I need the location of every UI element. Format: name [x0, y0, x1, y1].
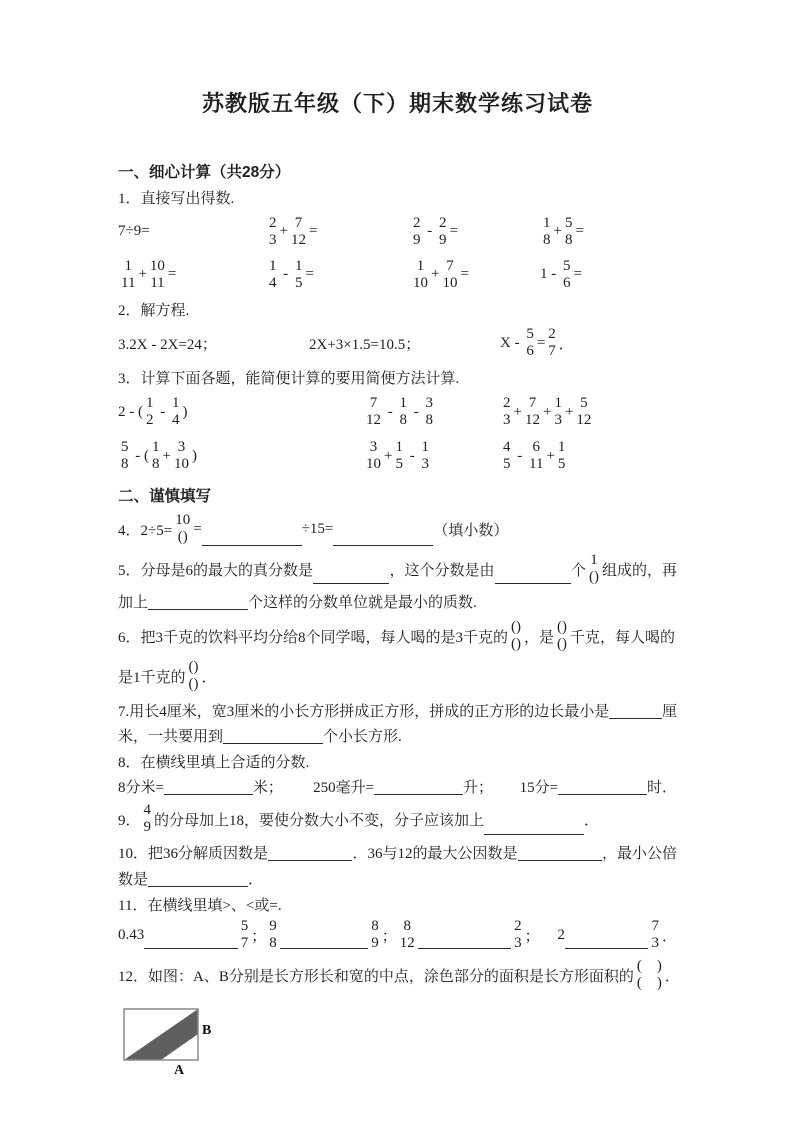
answer-blank — [164, 793, 253, 795]
fraction-numerator: 10 — [149, 257, 165, 274]
calc-expression — [363, 390, 500, 434]
text-run: 9． — [118, 812, 141, 829]
text-run: = — [575, 223, 584, 239]
text-run: 2X+3×1.5=10.5； — [309, 336, 421, 353]
q10-line1 — [118, 839, 677, 865]
fraction-numerator: 5 — [564, 214, 573, 231]
fraction-denominator: 9 — [439, 231, 447, 248]
q5-line1 — [118, 550, 677, 588]
fraction — [241, 918, 249, 952]
text-run: （填小数） — [433, 522, 509, 539]
text-run: ； — [381, 928, 397, 945]
fraction — [563, 258, 571, 292]
fraction-denominator: 11 — [529, 456, 544, 472]
fraction — [554, 395, 562, 429]
fraction-denominator: 4 — [172, 412, 180, 428]
fraction-numerator: 3 — [425, 395, 433, 412]
text-run: 5．分母是6的最大的真分数是 — [118, 562, 314, 579]
fraction-numerator: 1 — [554, 395, 562, 412]
fraction-numerator: 7 — [446, 257, 454, 274]
answer-blank — [558, 793, 647, 795]
text-run: ) — [182, 403, 188, 420]
equation — [500, 322, 677, 364]
fraction-numerator: 1 — [152, 439, 160, 456]
fraction-numerator: 1 — [416, 257, 425, 274]
text-run: 厘 — [661, 704, 677, 720]
fraction — [189, 659, 199, 693]
calc-expression — [410, 253, 540, 296]
fraction — [175, 512, 190, 546]
fraction-numerator: 1 — [590, 552, 598, 569]
q1-calc-grid-row1 — [118, 210, 677, 253]
calc-expression — [266, 210, 410, 253]
text-run: = — [308, 223, 318, 239]
fraction-denominator: 3 — [514, 935, 522, 951]
fraction — [557, 619, 567, 653]
text-run: 加上 — [118, 594, 149, 611]
fraction-denominator: 7 — [240, 935, 249, 951]
fraction-denominator: 3 — [651, 935, 659, 951]
answer-blank — [148, 608, 248, 610]
fraction-denominator: 10 — [442, 274, 458, 291]
text-run: 3.2X - 2X=24； — [118, 336, 217, 353]
text-run: 2 - ( — [118, 403, 143, 420]
fraction-denominator: 10 — [173, 456, 189, 472]
fraction-denominator: 5 — [295, 274, 303, 291]
text-run: ．36与12的最大公因数是 — [352, 845, 518, 862]
fraction-numerator: 1 — [146, 395, 154, 412]
q3-calc-grid-row1 — [118, 390, 677, 434]
fraction-denominator: () — [588, 569, 599, 585]
text-run: = — [536, 334, 546, 351]
text-run: - — [410, 403, 423, 420]
fraction — [174, 439, 189, 473]
fraction — [371, 918, 379, 952]
text-run: ，最小公倍 — [601, 845, 677, 862]
q1-calc-grid-row2 — [118, 253, 677, 296]
q4-line — [118, 508, 677, 550]
text-run: 6．把3千克的饮料平均分给8个同学喝，每人喝的是3千克的 — [118, 629, 509, 646]
answer-blank — [609, 717, 662, 719]
fraction-numerator: 1 — [172, 395, 180, 412]
text-run: 的分母加上18，要使分数大小不变，分子应该加上 — [154, 812, 485, 829]
fraction — [543, 215, 551, 249]
fraction-numerator: 7 — [651, 918, 659, 935]
fraction-denominator: 8 — [121, 456, 129, 472]
fraction-numerator: 2 — [548, 326, 556, 343]
fraction-denominator: 6 — [526, 343, 534, 359]
fraction-denominator: 12 — [290, 231, 306, 248]
fraction — [413, 215, 421, 249]
q12-figure — [122, 1007, 242, 1087]
fraction — [576, 395, 591, 429]
text-run: X - — [500, 334, 524, 351]
fraction-numerator: 5 — [240, 918, 249, 935]
text-run: 米，一共要用到 — [118, 729, 224, 745]
fraction-numerator: 7 — [294, 214, 303, 231]
fraction — [525, 395, 540, 429]
text-run: ； — [524, 928, 540, 945]
q12-line — [118, 955, 680, 995]
calc-expression — [118, 434, 363, 478]
fraction-numerator: 2 — [514, 918, 522, 935]
fraction-numerator: 5 — [526, 326, 534, 343]
q3-label: 3．计算下面各题，能简便计算的要用简便方法计算. — [118, 371, 460, 387]
answer-blank — [333, 544, 433, 546]
fraction-denominator: 6 — [563, 274, 571, 291]
fraction — [366, 439, 381, 473]
fraction — [146, 395, 154, 429]
q2-equation-row — [118, 322, 677, 364]
fraction-numerator: 1 — [124, 257, 132, 274]
q7-line2 — [118, 723, 677, 748]
text-run: + — [546, 447, 555, 464]
fraction-numerator: 5 — [121, 439, 129, 456]
q5-line2 — [118, 588, 677, 614]
q3-calc-grid-row2 — [118, 434, 677, 478]
calc-expression — [540, 253, 677, 296]
fraction-numerator: () — [511, 619, 522, 636]
fraction-numerator: 1 — [295, 257, 303, 274]
text-run: + — [553, 223, 562, 239]
fraction-numerator: 4 — [503, 439, 511, 456]
text-run: + — [542, 403, 552, 420]
fraction-denominator: () — [177, 529, 188, 545]
q11-values — [118, 917, 677, 953]
text-run: + — [513, 403, 522, 420]
text-run: 个 — [570, 562, 586, 579]
fraction-numerator: () — [557, 619, 568, 636]
text-run: - ( — [131, 447, 149, 464]
text-run: - — [423, 223, 436, 239]
fraction — [395, 439, 403, 473]
fraction-denominator: 8 — [269, 935, 277, 951]
q7-line1 — [118, 698, 677, 723]
text-run: 250毫升= — [313, 780, 375, 796]
fraction-numerator: 4 — [143, 802, 152, 819]
q2-label: 2．解方程. — [118, 303, 190, 319]
text-run: = — [305, 266, 314, 282]
text-run: ． — [558, 336, 574, 353]
fraction-denominator: 3 — [421, 456, 429, 472]
text-run: 0.43 — [118, 926, 145, 943]
fraction-denominator: 7 — [548, 343, 556, 359]
text-run: 15分= — [519, 780, 559, 796]
fraction-denominator: 9 — [413, 231, 421, 248]
calc-expression — [500, 434, 677, 478]
calc-expression — [118, 390, 363, 434]
fraction-denominator: 12 — [576, 412, 592, 428]
fraction — [421, 439, 429, 473]
fraction — [413, 258, 428, 292]
answer-blank — [144, 947, 237, 949]
fraction — [514, 918, 522, 952]
fraction-denominator: 3 — [269, 231, 277, 248]
text-run: 升； — [462, 780, 493, 796]
text-run: ． — [584, 812, 600, 829]
fraction — [150, 258, 165, 292]
text-run: ，这个分数是由 — [389, 562, 495, 579]
fraction — [548, 326, 556, 360]
text-run: ． — [664, 968, 680, 985]
text-run: ÷15= — [301, 520, 334, 537]
fraction — [269, 918, 277, 952]
page-title: 苏教版五年级（下）期末数学练习试卷 — [201, 91, 593, 116]
answer-blank — [313, 582, 389, 584]
fraction — [442, 258, 457, 292]
text-run: - — [384, 403, 397, 420]
q6-line1 — [118, 616, 677, 656]
fraction-denominator: 5 — [395, 456, 403, 472]
fraction-denominator: 3 — [554, 412, 562, 428]
text-run: ． — [201, 669, 217, 686]
fraction-denominator: 8 — [152, 456, 160, 472]
equation — [118, 322, 309, 364]
fraction-numerator: 9 — [269, 918, 277, 935]
fraction — [121, 439, 129, 473]
fraction-numerator: 1 — [395, 439, 403, 456]
fraction-denominator: 8 — [399, 412, 407, 428]
fraction — [291, 215, 306, 249]
calc-expression — [410, 210, 540, 253]
fraction-denominator: 8 — [425, 412, 433, 428]
fraction — [503, 439, 511, 473]
text-run: + — [564, 403, 574, 420]
fraction-denominator: 10 — [413, 274, 428, 291]
text-run: + — [279, 223, 288, 239]
fraction — [565, 215, 573, 249]
fraction-numerator: () — [188, 659, 199, 676]
answer-blank — [495, 582, 571, 584]
fraction — [400, 395, 408, 429]
text-run: 8分米= — [118, 780, 164, 796]
text-run: 12．如图：A、B分别是长方形长和宽的中点，涂色部分的面积是长方形面积的 — [118, 968, 634, 985]
calc-expression — [266, 253, 410, 296]
fraction — [426, 395, 434, 429]
fraction-denominator: 2 — [146, 412, 154, 428]
answer-blank — [418, 947, 511, 949]
fraction-denominator: () — [557, 636, 568, 652]
fraction-numerator: 2 — [269, 214, 277, 231]
fraction-numerator: 5 — [580, 395, 588, 412]
fraction — [526, 326, 534, 360]
figure-label-a: A — [174, 1063, 185, 1078]
text-run: = — [193, 520, 202, 537]
fraction-denominator: 9 — [143, 819, 152, 835]
text-run: - — [156, 403, 169, 420]
calc-expression — [118, 253, 266, 296]
text-run: 7÷9= — [118, 223, 150, 239]
answer-blank — [148, 885, 248, 887]
fraction — [121, 258, 135, 292]
fraction — [439, 215, 447, 249]
text-run: - — [513, 447, 526, 464]
fraction-numerator: 7 — [369, 395, 378, 412]
fraction-numerator: 3 — [177, 439, 186, 456]
text-run: ． — [661, 928, 677, 945]
text-run: + — [431, 266, 440, 282]
fraction — [366, 395, 381, 429]
text-run: ； — [251, 928, 267, 945]
answer-blank — [268, 859, 352, 861]
fraction-denominator: 12 — [366, 412, 381, 428]
fraction-numerator: 1 — [543, 214, 551, 231]
fraction-numerator: 7 — [528, 395, 537, 412]
fraction — [269, 258, 277, 292]
fraction-numerator: 1 — [557, 439, 566, 456]
fraction-numerator: 2 — [503, 395, 511, 412]
fraction — [589, 552, 599, 586]
text-run: 2 — [557, 926, 565, 943]
section-2-heading: 二、谨慎填写 — [118, 488, 212, 505]
answer-blank — [484, 833, 584, 835]
text-run: 组成的，再 — [601, 562, 677, 579]
fraction — [503, 395, 511, 429]
fraction-numerator: 10 — [175, 512, 191, 529]
text-run: 7.用长4厘米，宽3厘米的小长方形拼成正方形，拼成的正方形的边长最小是 — [118, 704, 610, 720]
text-run: 个这样的分数单位就是最小的质数. — [248, 594, 477, 611]
answer-blank — [518, 859, 602, 861]
text-run: 个小长方形. — [323, 729, 402, 745]
fraction-numerator: 8 — [403, 918, 411, 935]
text-run: 千克，每人喝的 — [570, 629, 676, 646]
fraction — [269, 215, 277, 249]
fraction-denominator: 12 — [399, 935, 415, 951]
text-run: 是1千克的 — [118, 669, 186, 686]
q8-label: 8．在横线里填上合适的分数. — [118, 755, 310, 771]
fraction-denominator: 9 — [371, 935, 379, 951]
fraction-denominator: 8 — [564, 231, 573, 248]
text-run: = — [167, 266, 177, 282]
fraction — [144, 802, 152, 836]
q9-line — [118, 799, 677, 839]
text-run: 1 - — [540, 266, 560, 282]
text-run: ． — [248, 871, 264, 888]
answer-blank — [223, 742, 323, 744]
figure-label-b: B — [202, 1023, 212, 1038]
calc-expression — [363, 434, 500, 478]
answer-blank — [565, 947, 649, 949]
text-run: 10．把36分解质因数是 — [118, 845, 269, 862]
fraction — [511, 619, 521, 653]
fraction-denominator: 8 — [543, 231, 551, 248]
text-run: = — [460, 266, 469, 282]
text-run: - — [279, 266, 292, 282]
fraction-denominator: 11 — [121, 274, 136, 291]
fraction-numerator: 5 — [563, 257, 571, 274]
text-run: + — [138, 266, 147, 282]
text-run: 米； — [252, 780, 283, 796]
fraction-numerator: 6 — [532, 439, 540, 456]
text-run: ，是 — [524, 629, 555, 646]
figure-shaded-region — [124, 1009, 198, 1060]
fraction-denominator: ( ) — [636, 975, 662, 991]
text-run: = — [573, 266, 582, 282]
fraction-denominator: 10 — [366, 456, 381, 472]
answer-blank — [202, 544, 302, 546]
answer-blank — [374, 793, 463, 795]
fraction-numerator: 1 — [399, 395, 407, 412]
fraction-denominator: () — [188, 676, 199, 692]
q1-label: 1．直接写出得数. — [118, 191, 235, 207]
fraction — [637, 958, 662, 992]
fraction-numerator: 2 — [413, 214, 421, 231]
fraction-denominator: 4 — [269, 274, 277, 291]
fraction-denominator: () — [511, 636, 522, 652]
text-run: 时． — [647, 780, 678, 796]
fraction-numerator: 2 — [439, 214, 447, 231]
q8-values — [118, 774, 677, 799]
fraction-denominator: 5 — [503, 456, 511, 472]
fraction — [172, 395, 180, 429]
fraction — [651, 918, 659, 952]
rectangle-diagram — [122, 1007, 200, 1063]
answer-blank — [280, 947, 369, 949]
fraction-denominator: 11 — [150, 274, 165, 291]
text-run: = — [449, 223, 458, 239]
fraction-denominator: 3 — [503, 412, 511, 428]
q6-line2 — [118, 656, 677, 696]
fraction — [295, 258, 303, 292]
text-run: 数是 — [118, 871, 149, 888]
fraction-numerator: 3 — [369, 439, 378, 456]
fraction-denominator: 12 — [524, 412, 540, 428]
calc-expression — [540, 210, 677, 253]
section-1-heading: 一、细心计算（共28分） — [118, 164, 291, 181]
fraction-numerator: 8 — [371, 918, 379, 935]
text-run: 4．2÷5= — [118, 522, 173, 539]
fraction-numerator: 1 — [421, 439, 429, 456]
text-run: + — [162, 447, 171, 464]
q11-label: 11．在横线里填>、<或=. — [118, 898, 282, 914]
fraction-numerator: ( ) — [636, 958, 662, 975]
fraction — [529, 439, 543, 473]
equation — [309, 322, 500, 364]
text-run: - — [405, 447, 419, 464]
fraction — [558, 439, 566, 473]
q10-line2 — [118, 865, 677, 891]
calc-expression — [500, 390, 677, 434]
text-run: ) — [191, 447, 197, 464]
fraction — [152, 439, 160, 473]
text-run: + — [384, 447, 393, 464]
fraction-denominator: 5 — [557, 456, 566, 472]
calc-expression — [118, 210, 266, 253]
fraction — [400, 918, 415, 952]
fraction-numerator: 1 — [269, 257, 277, 274]
